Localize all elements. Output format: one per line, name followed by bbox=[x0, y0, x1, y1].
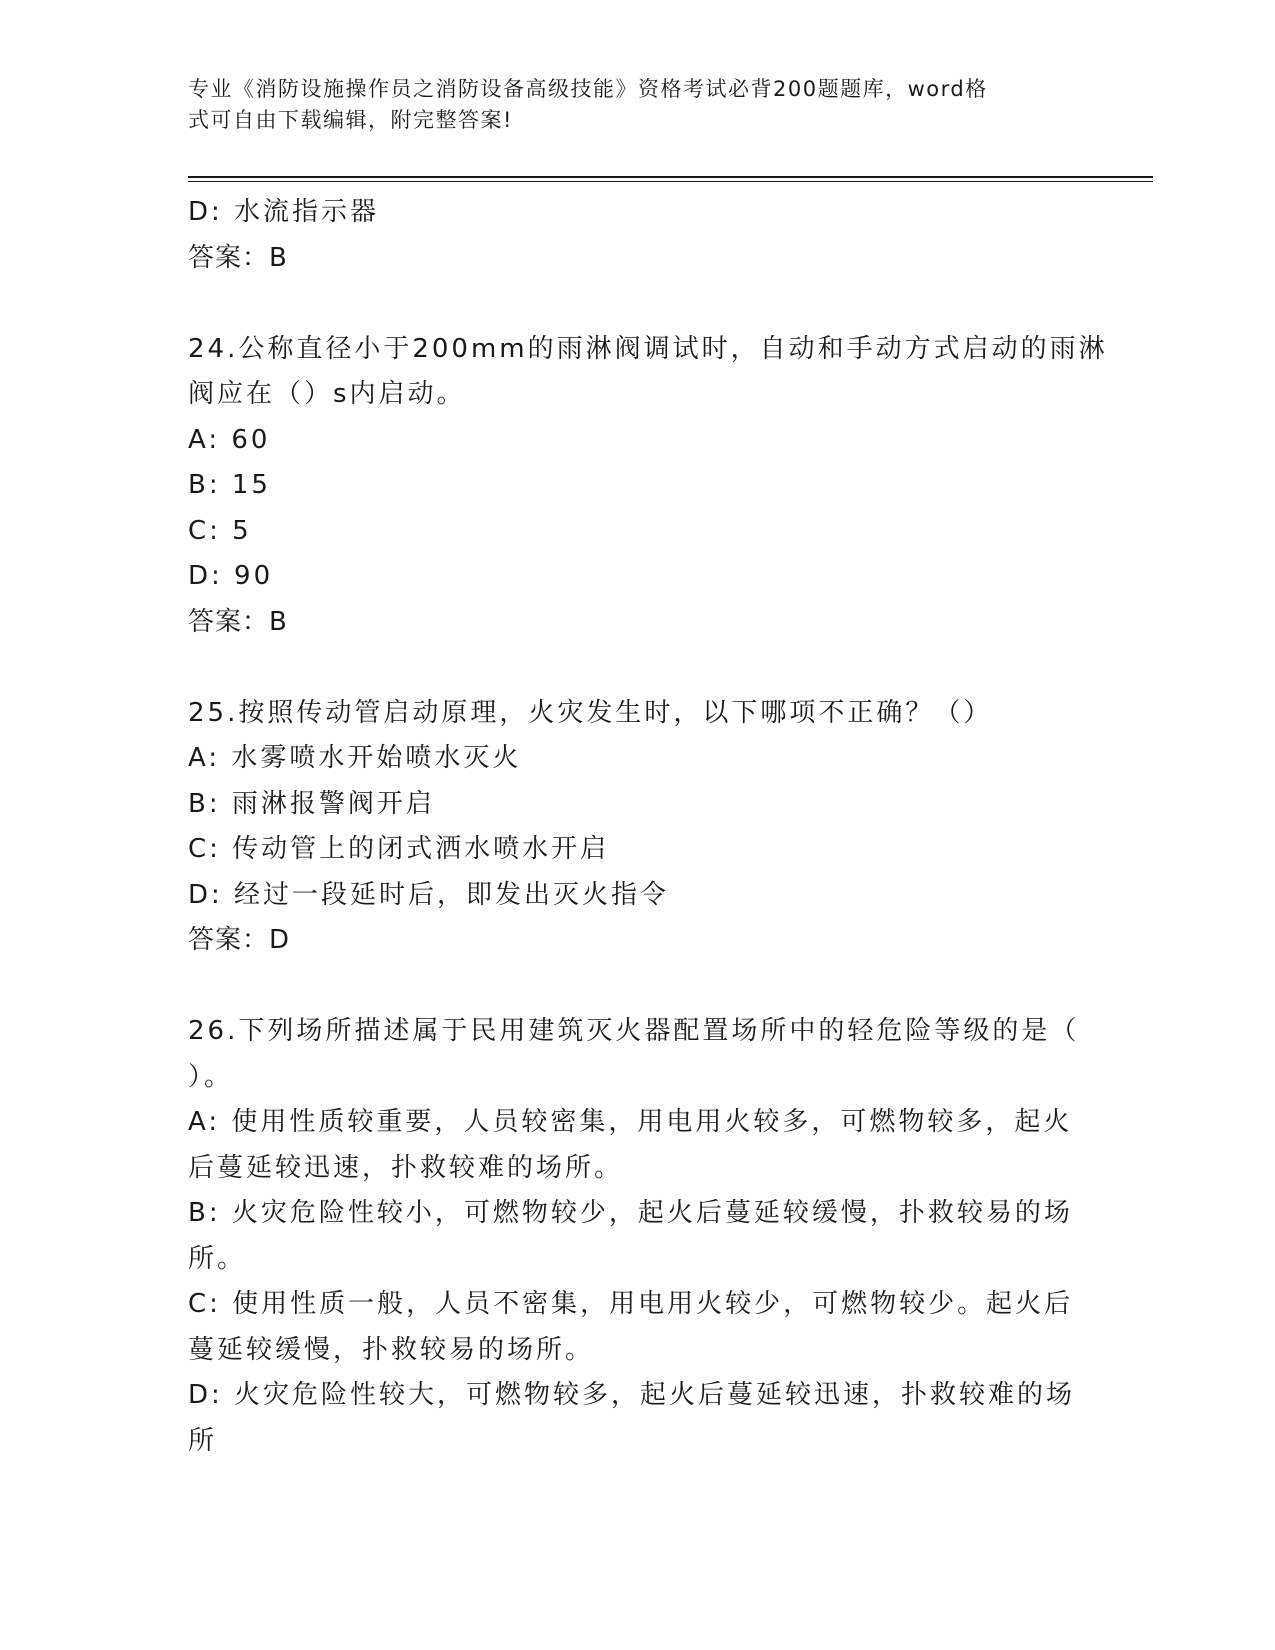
answer-line: 答案：B bbox=[188, 242, 288, 273]
spacer bbox=[188, 964, 1068, 1010]
option-c-line-2: 蔓延较缓慢，扑救较易的场所。 bbox=[188, 1334, 595, 1365]
question-text-line-1: 25.按照传动管启动原理，火灾发生时，以下哪项不正确？（） bbox=[188, 697, 993, 728]
option-a: A: 水雾喷水开始喷水灭火 bbox=[188, 743, 522, 773]
option-b: B: 雨淋报警阀开启 bbox=[188, 788, 435, 819]
option-d-line-1: D: 火灾危险性较大，可燃物较多，起火后蔓延较迅速，扑救较难的场 bbox=[188, 1380, 1076, 1410]
option-a-line-1: A: 使用性质较重要，人员较密集，用电用火较多，可燃物较多，起火 bbox=[188, 1107, 1073, 1137]
option-c-line-1: C: 使用性质一般，人员不密集，用电用火较少，可燃物较少。起火后 bbox=[188, 1289, 1074, 1319]
option-d: D: 90 bbox=[188, 561, 274, 591]
option-c: C: 5 bbox=[188, 515, 252, 546]
question-text-line-2: ）。 bbox=[188, 1061, 234, 1092]
answer-line: 答案：D bbox=[188, 925, 291, 955]
spacer bbox=[188, 281, 1068, 327]
option-c: C: 传动管上的闭式洒水喷水开启 bbox=[188, 834, 610, 864]
question-block-25 bbox=[188, 691, 1068, 964]
option-b-line-2: 所。 bbox=[188, 1243, 247, 1274]
header-line-2: 式可自由下载编辑，附完整答案! bbox=[188, 108, 513, 132]
option-a-line-2: 后蔓延较迅速，扑救较难的场所。 bbox=[188, 1152, 624, 1183]
header-divider-thin bbox=[188, 181, 1153, 182]
header-divider-thick bbox=[188, 176, 1153, 178]
question-block-23 bbox=[188, 190, 1068, 281]
option-b: B: 15 bbox=[188, 470, 271, 500]
document-header bbox=[188, 74, 1068, 136]
answer-line: 答案：B bbox=[188, 606, 288, 637]
question-block-24 bbox=[188, 327, 1108, 646]
question-block-26 bbox=[188, 1009, 1080, 1464]
question-text-line-1: 24.公称直径小于200mm的雨淋阀调试时，自动和手动方式启动的雨淋 bbox=[188, 333, 1108, 364]
question-list bbox=[188, 190, 1108, 1464]
option-b-line-1: B: 火灾危险性较小，可燃物较少，起火后蔓延较缓慢，扑救较易的场 bbox=[188, 1198, 1073, 1228]
question-text-line-2: 阀应在（）s内启动。 bbox=[188, 379, 466, 409]
option-d-line-2: 所 bbox=[188, 1425, 218, 1456]
header-line-1: 专业《消防设施操作员之消防设备高级技能》资格考试必背200题题库，word格 bbox=[188, 77, 988, 101]
spacer bbox=[188, 645, 1068, 691]
option-a: A: 60 bbox=[188, 424, 271, 455]
option-d: D: 经过一段延时后，即发出灭火指令 bbox=[188, 879, 670, 910]
option-d: D: 水流指示器 bbox=[188, 197, 380, 227]
question-text-line-1: 26.下列场所描述属于民用建筑灭火器配置场所中的轻危险等级的是（ bbox=[188, 1016, 1080, 1046]
